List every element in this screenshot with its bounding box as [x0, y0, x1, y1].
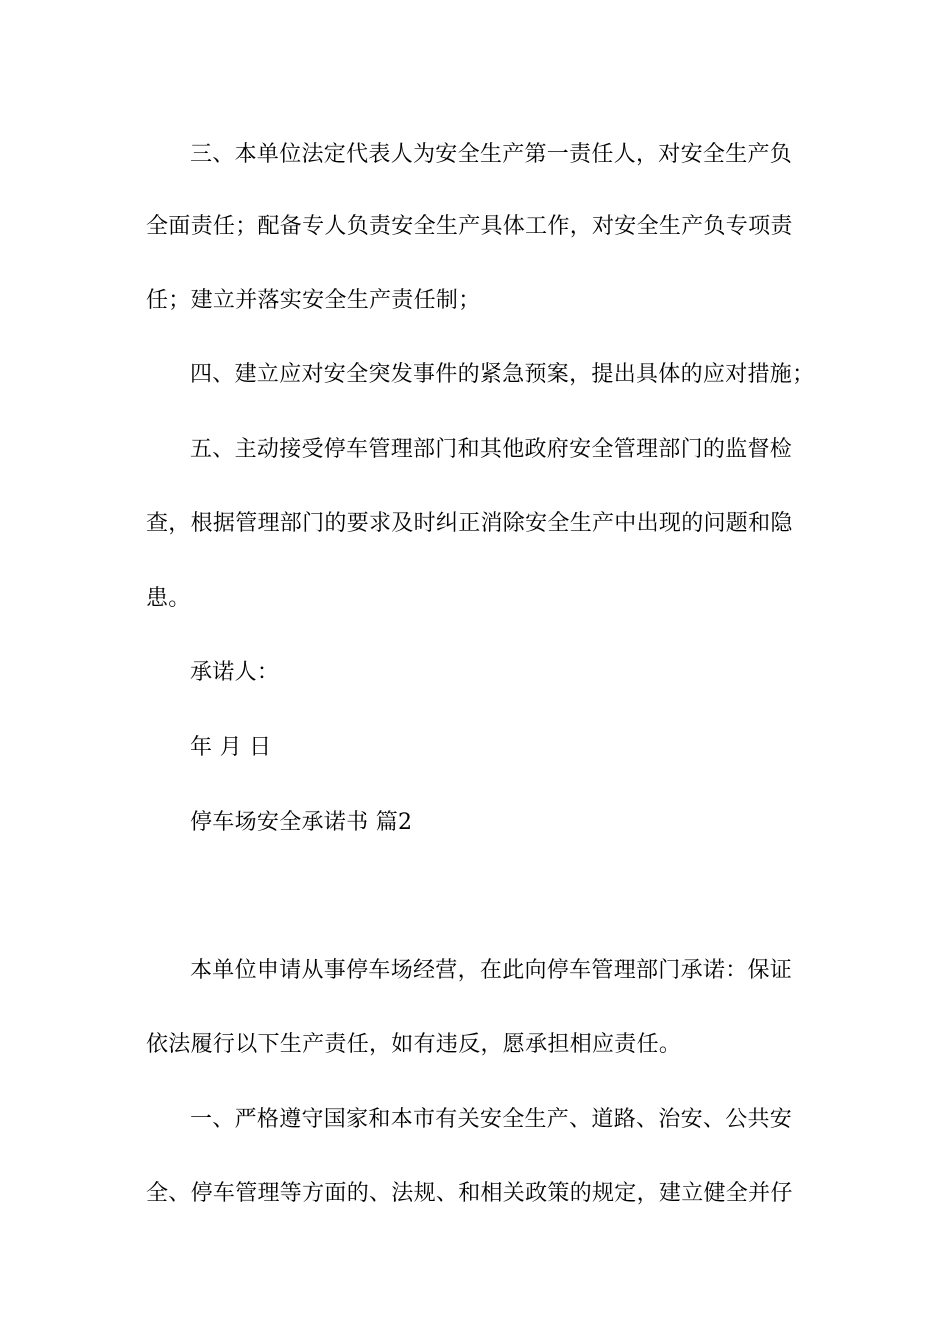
clause-1-line-2: 全、停车管理等方面的、法规、和相关政策的规定，建立健全并仔 — [146, 1181, 793, 1206]
paragraph-3-line-3: 任；建立并落实安全生产责任制； — [146, 288, 481, 313]
date-line: 年 月 日 — [190, 735, 272, 760]
paragraph-5-line-1: 五、主动接受停车管理部门和其他政府安全管理部门的监督检 — [190, 437, 793, 462]
clause-1-line-1: 一、严格遵守国家和本市有关安全生产、道路、治安、公共安 — [190, 1107, 793, 1132]
paragraph-5-line-3: 患。 — [146, 586, 191, 611]
paragraph-5-line-2: 查，根据管理部门的要求及时纠正消除安全生产中出现的问题和隐 — [146, 511, 793, 536]
promisor-label: 承诺人： — [190, 660, 280, 685]
paragraph-3-line-2: 全面责任；配备专人负责安全生产具体工作，对安全生产负专项责 — [146, 214, 793, 239]
intro-line-1: 本单位申请从事停车场经营，在此向停车管理部门承诺：保证 — [190, 958, 793, 983]
section-title: 停车场安全承诺书 篇2 — [190, 810, 413, 835]
paragraph-3-line-1: 三、本单位法定代表人为安全生产第一责任人，对安全生产负 — [190, 142, 793, 167]
paragraph-4-line-1: 四、建立应对安全突发事件的紧急预案，提出具体的应对措施； — [190, 362, 815, 387]
intro-line-2: 依法履行以下生产责任，如有违反，愿承担相应责任。 — [146, 1032, 682, 1057]
